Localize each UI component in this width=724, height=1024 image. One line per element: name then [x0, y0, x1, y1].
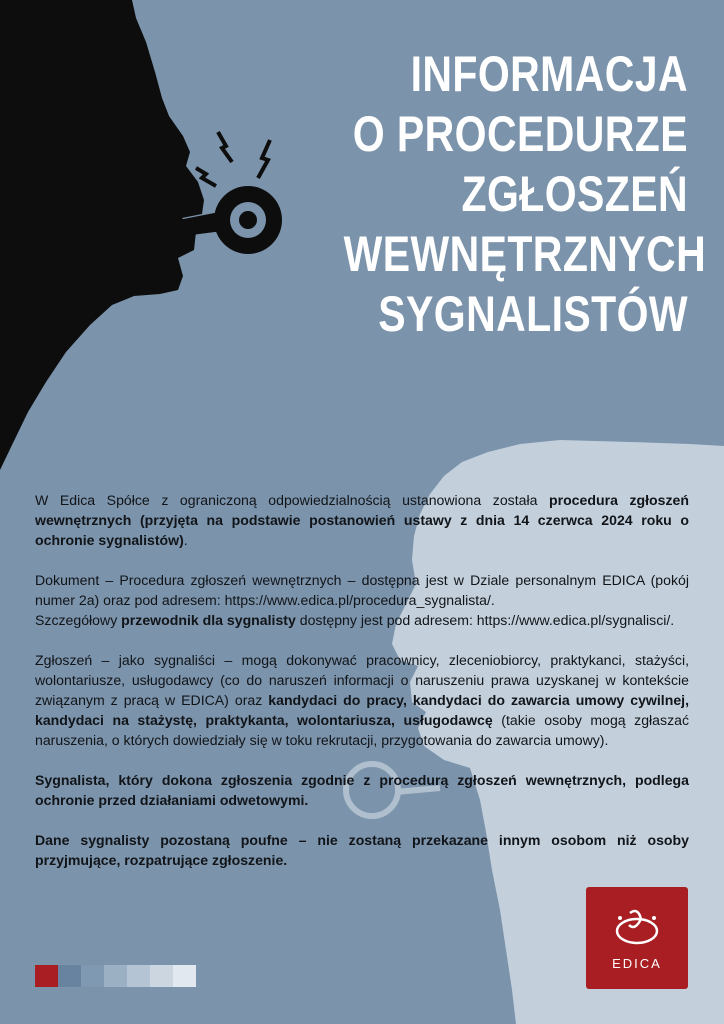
- edica-logo: [586, 887, 688, 989]
- paragraph-procedure: W Edica Spółce z ograniczoną odpowiedzialnością ustanowiona została procedura zgłoszeń wewnętrznych (przyjęta na podstawie postanowień ustawy z dnia 14 czerwca 2024 roku o ochronie sygnalistów).: [35, 492, 689, 548]
- page-title: [343, 44, 707, 344]
- title-line-2: O PROCEDURZE: [352, 106, 688, 162]
- title-line-3: ZGŁOSZEŃ: [461, 166, 688, 222]
- color-swatch: [173, 965, 196, 987]
- color-swatch: [104, 965, 127, 987]
- color-swatch: [58, 965, 81, 987]
- color-swatch: [35, 965, 58, 987]
- paragraph-protection: Sygnalista, który dokona zgłoszenia zgodnie z procedurą zgłoszeń wewnętrznych, podlega ochronie przed działaniami odwetowymi.: [35, 772, 689, 808]
- logo-text: EDICA: [612, 956, 662, 971]
- color-swatch: [150, 965, 173, 987]
- color-swatch-bar: [35, 965, 196, 987]
- title-line-1: INFORMACJA: [410, 46, 688, 102]
- body-text: [35, 490, 689, 890]
- title-line-5: SYGNALISTÓW: [378, 286, 688, 342]
- edica-logo-mark-icon: [586, 887, 688, 989]
- color-swatch: [81, 965, 104, 987]
- sound-lines-icon: [196, 132, 270, 186]
- paragraph-who-can-report: Zgłoszeń – jako sygnaliści – mogą dokonywać pracownicy, zleceniobiorcy, praktykanci, stażyści, wolontariusze, usługodawcy (co do naruszeń informacji o naruszeniu prawa uzyskanej w kontekście związanym z pracą w EDICA) oraz kandydaci do pracy, kandydaci do zawarcia umowy cywilnej, kandydaci na stażystę, praktykanta, wolontariusza, usługodawcę (takie osoby mogą zgłaszać naruszenia, o których dowiedziały się w toku rekrutacji, przygotowania do zawarcia umowy).: [35, 652, 690, 748]
- paragraph-confidentiality: Dane sygnalisty pozostaną poufne – nie zostaną przekazane innym osobom niż osoby przyjmujące, rozpatrujące zgłoszenie.: [35, 832, 689, 868]
- color-swatch: [127, 965, 150, 987]
- paragraph-document: Dokument – Procedura zgłoszeń wewnętrznych – dostępna jest w Dziale personalnym EDICA (pokój numer 2a) oraz pod adresem: https://www.edica.pl/procedura_sygnalista/. Szczegółowy przewodnik dla sygnalisty dostępny jest pod adresem: https://www.edica.pl/sygnalisci/.: [35, 572, 689, 628]
- title-line-4: WEWNĘTRZNYCH: [343, 226, 707, 282]
